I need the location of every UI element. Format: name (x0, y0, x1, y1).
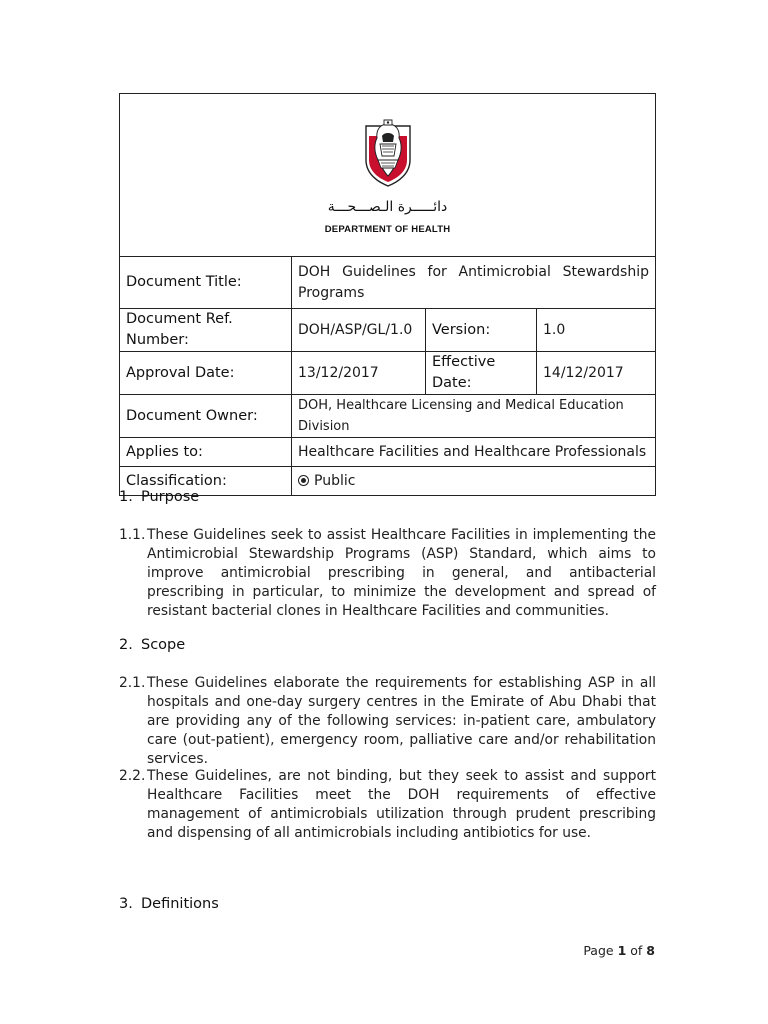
section-title: Scope (141, 637, 186, 653)
document-title-value: DOH Guidelines for Antimicrobial Stewardship Programs (292, 257, 656, 309)
effective-date-value: 14/12/2017 (537, 352, 656, 395)
paragraph-number: 2.1. (119, 675, 146, 691)
classification-label: Classification: (120, 467, 292, 496)
page-total: 8 (646, 943, 655, 958)
paragraph-text: These Guidelines, are not binding, but they seek to assist and support Healthcare Facilities meet the DOH requirements of effective management of antimicrobials utilization through prudent prescribing and dispensing of all antimicrobials including antibiotics for use. (147, 768, 656, 841)
paragraph-1-1 (119, 526, 656, 621)
paragraph-2-2 (119, 767, 656, 843)
section-number: 1. (119, 489, 133, 505)
section-number: 2. (119, 637, 133, 653)
effective-date-label: Effective Date: (426, 352, 537, 395)
section-scope-heading (119, 637, 185, 653)
paragraph-text: These Guidelines seek to assist Healthcare Facilities in implementing the Antimicrobial Stewardship Programs (ASP) Standard, which aims to improve antimicrobial prescribing in general, and antibacterial prescribing in particular, to minimize the development and spread of resistant bacterial clones in Healthcare Facilities and communities. (147, 527, 656, 619)
owner-division: Healthcare Licensing and Medical Education Division (298, 398, 624, 434)
ref-number-value: DOH/ASP/GL/1.0 (292, 309, 426, 352)
logo-cell (120, 94, 656, 257)
section-title: Definitions (141, 896, 219, 912)
document-owner-value (292, 395, 656, 438)
paragraph-number: 2.2. (119, 768, 146, 784)
document-owner-label: Document Owner: (120, 395, 292, 438)
section-definitions-heading (119, 896, 219, 912)
document-header-table (119, 93, 656, 496)
applies-to-label: Applies to: (120, 438, 292, 467)
classification-value (292, 467, 656, 496)
document-title-label: Document Title: (120, 257, 292, 309)
applies-to-value: Healthcare Facilities and Healthcare Professionals (292, 438, 656, 467)
section-number: 3. (119, 896, 133, 912)
approval-date-value: 13/12/2017 (292, 352, 426, 395)
approval-date-label: Approval Date: (120, 352, 292, 395)
logo-english-text: DEPARTMENT OF HEALTH (324, 224, 451, 235)
paragraph-number: 1.1. (119, 527, 146, 543)
department-logo (325, 116, 451, 240)
page-word: Page (583, 943, 614, 958)
radio-selected-icon (298, 475, 309, 486)
falcon-emblem-icon (360, 116, 416, 188)
paragraph-text: These Guidelines elaborate the requirements for establishing ASP in all hospitals and one-day surgery centres in the Emirate of Abu Dhabi that are providing any of the following services: in-patient care, ambulatory care (out-patient), emergency room, palliative care and/or rehabilitation services. (147, 675, 656, 767)
section-title: Purpose (141, 489, 200, 505)
section-purpose-heading (119, 489, 199, 505)
page-current: 1 (617, 943, 627, 958)
paragraph-2-1 (119, 674, 656, 769)
classification-text: Public (314, 472, 356, 489)
logo-arabic-text: دائـــــرة الـصـــحـــة (327, 199, 448, 215)
owner-prefix: DOH, (298, 398, 337, 413)
ref-number-label: Document Ref. Number: (120, 309, 292, 352)
page-footer (583, 943, 655, 958)
version-value: 1.0 (537, 309, 656, 352)
of-word: of (630, 943, 643, 958)
version-label: Version: (426, 309, 537, 352)
